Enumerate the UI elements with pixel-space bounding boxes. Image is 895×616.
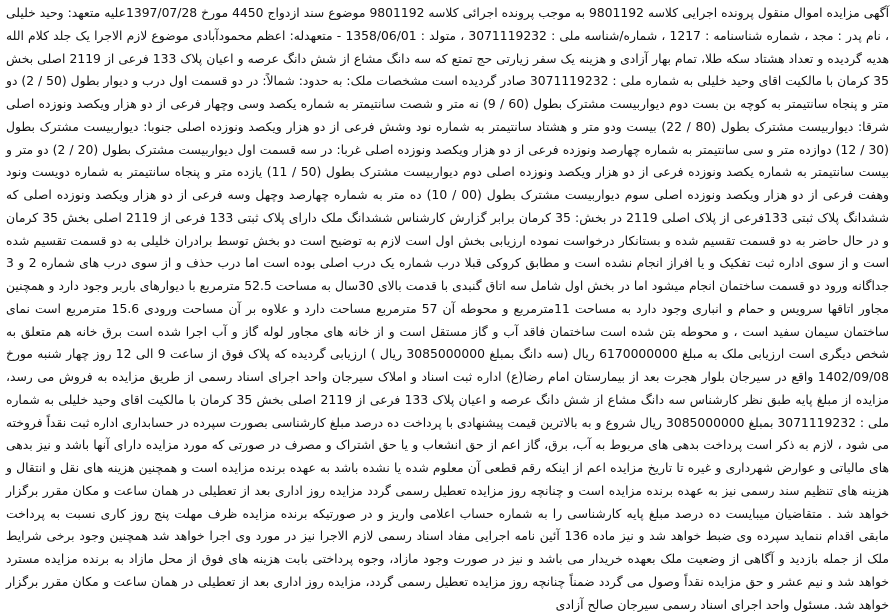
auction-notice-text: آگهی مزایده اموال منقول پرونده اجرایی کلاسه 9801192 به موجب پرونده اجرائی کلاسه 9801192 موضوع سند ازدواج 4450 مورخ 1397/07/28علیه متعهد: وحید خلیلی ، نام پدر : مجد ، شماره شناسنامه : 1217 ، شماره/شناسه ملی : 3071119232 ، متولد : 1358/06/01 - متعهدله: اعظم محمودآبادی موضوع لازم الاجرا یک جلد کلام الله هدیه گردیده و تعداد هشتاد سکه طلا، تمام بهار آزادی و هزینه یک سفر زیارتی حج تمتع که سه دانگ مشاع از شش دانگ عرصه و اعیان پلاک 133 فرعی از 2119 اصلی بخش 35 کرمان با مالکیت اقای وحید خلیلی به شماره ملی : 3071119232 صادر گردیده است مشخصات ملک: به حدود: شمالاً: در دو قسمت اول درب و دیوار بطول (50 / 2) دو متر و پنجاه سانتیمتر به کوچه بن بست دوم دیواربیست مشترک بطول (60 / 9) نه متر و شصت سانتیمتر به شماره یکصد وسی وچهار فرعی از دو هزار ویکصد ونوزده اصلی شرقا: دیواربیست مشترک بطول (80 / 22) بیست ودو متر و هشتاد سانتیمتر به شماره نود وشش فرعی از دو هزار ویکصد ونوزده اصلی جنوبا: دیواربیست مشترک بطول (30 / 12) دوازده متر و سی سانتیمتر به شماره چهارصد ونوزده فرعی از دو هزار ویکصد ونوزده اصلی غربا: در سه قسمت اول دیواربیست مشترک بطول (20 / 2) دو متر و بیست سانتیمتر به شماره یکصد ونوزده فرعی از دو هزار ویکصد ونوزده اصلی دوم دیواربیست مشترک بطول (50 / 11) یازده متر و پنجاه سانتیمتر به شماره دویست ونود وهفت فرعی از دو هزار ویکصد ونوزده اصلی سوم دیواربیست مشترک بطول (00 / 10) ده متر به شماره چهارصد وچهل وسه فرعی از دو هزار ویکصد ونوزده اصلی که ششدانگ پلاک ثبتی 133فرعی از پلاک اصلی 2119 در بخش: 35 کرمان برابر گزارش کارشناس ششدانگ ملک دارای پلاک ثبتی 133 فرعی از 2119 اصلی بخش 35 کرمان و در حال حاضر به دو قسمت تقسیم شده و بستانکار درخواست نموده ارزیابی بخش اول است لازم به توضیح است دو بخش توسط برادران خلیلی به دو قسمت تقسیم شده است و از سوی اداره ثبت تفکیک و یا افراز انجام نشده است و مطابق کروکی قبلا درب شماره یک درب اصلی بوده است اما درب حذف و از سوی درب های شماره 2 و 3 جداگانه ورود دو قسمت ساختمان انجام میشود اما در بخش اول شامل سه اتاق گنبدی با قدمت بالای 30سال به مساحت 52.5 مترمربع با دیوارهای باربر وجود دارد و همچنین مجاور اتاقها سرویس و حمام و انباری وجود دارد به مساحت 11مترمربع و محوطه آن 57 مترمربع مساحت دارد و علاوه بر آن مساحت ورودی 15.6 مترمربع است نمای ساختمان سیمان سفید است ، و محوطه بتن شده است ساختمان فاقد آب و گاز مستقل است و از خانه های مجاور لوله گاز و آب اجرا شده است برق خانه هم متعلق به شخص دیگری است ارزیابی ملک به مبلغ 6170000000 ریال (سه دانگ بمبلغ 3085000000 ریال ) ارزیابی گردیده که پلاک فوق از ساعت 9 الی 12 روز چهار شنبه مورخ 1402/09/08 واقع در سیرجان بلوار هجرت بعد از بیمارستان امام رضا(ع) اداره ثبت اسناد و املاک سیرجان واحد اجرای اسناد رسمی از طریق مزایده به فروش می رسد، مزایده از مبلغ پایه طبق نظر کارشناس سه دانگ مشاع از شش دانگ عرصه و اعیان پلاک 133 فرعی از 2119 اصلی بخش 35 کرمان با مالکیت اقای وحید خلیلی به شماره ملی : 3071119232 بمبلغ 3085000000 ریال شروع و به بالاترین قیمت پیشنهادی با پرداخت ده درصد مبلغ کارشناسی بصورت سپرده در حسابداری اداره ثبت نقداً فروخته می شود ، لازم به ذکر است پرداخت بدهی های مربوط به آب، برق، گاز اعم از حق انشعاب و یا حق اشتراک و مصرف در صورتی که مورد مزایده دارای آنها باشد و نیز بدهی های مالیاتی و عوارض شهرداری و غیره تا تاریخ مزایده اعم از اینکه رقم قطعی آن معلوم شده یا نشده باشد به عهده برنده مزایده است و همچنین هزینه های نقل و انتقال و هزینه های تنظیم سند رسمی نیز به عهده برنده مزایده است و چنانچه روز مزایده تعطیل رسمی گردد مزایده روز اداری بعد از تعطیلی در همان ساعت و مکان مقرر برگزار خواهد شد . متقاضیان میبایست ده درصد مبلغ پایه کارشناسی را به شماره حساب اعلامی واریز و در صورتیکه برنده مزایده ظرف مهلت پنج روز کاری نسبت به پرداخت مابقی اقدام ننماید سپرده وی ضبط خواهد شد و نیز ماده 136 آئین نامه اجرایی مفاد اسناد رسمی لازم الاجرا نیز در مورد وی اجرا خواهد شد همچنین وجود برخی شرایط ملک از جمله بازدید و آگاهی از وضعیت ملک بعهده خریدار می باشد و نیز در صورت وجود مازاد، وجوه پرداختی بابت هزینه های فوق از محل مازاد به برنده مزایده مسترد خواهد شد و نیم عشر و حق مزایده نقداً وصول می گردد ضمناً چنانچه روز مزایده تعطیل رسمی گردد، مزایده روز اداری بعد از تعطیلی در همان ساعت و مکان مقرر برگزار خواهد شد. مسئول واحد اجرای اسناد رسمی سیرجان صالح آزادی bbox=[6, 6, 890, 612]
